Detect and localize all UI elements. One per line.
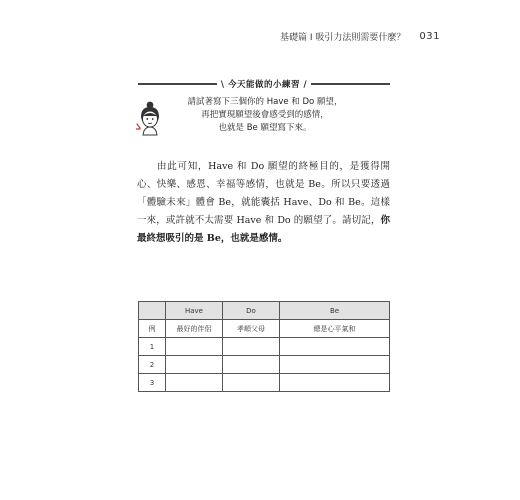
be-cell[interactable]: [280, 338, 390, 356]
running-header: [280, 30, 440, 43]
table-row-example: [139, 320, 390, 338]
have-cell[interactable]: [166, 338, 223, 356]
body-emphasis: 你最終想吸引的是 Be，也就是感情。: [137, 215, 390, 244]
banner-title: 今天能做的小練習: [227, 80, 300, 90]
be-cell: 總是心平氣和: [280, 320, 390, 338]
table-header-row: [139, 302, 390, 320]
do-cell[interactable]: [223, 338, 280, 356]
header-cell-have: Have: [166, 302, 223, 320]
header-cell-be: Be: [280, 302, 390, 320]
banner-rule-right: [311, 83, 390, 85]
woman-thinking-icon: [136, 100, 164, 136]
page-number: 031: [419, 31, 440, 42]
section-title: 基礎篇 I 吸引力法則需要什麼？: [280, 33, 406, 43]
banner-rule-left: [138, 83, 217, 85]
header-cell-empty: [139, 302, 166, 320]
have-cell[interactable]: [166, 356, 223, 374]
be-cell[interactable]: [280, 374, 390, 392]
exercise-prompt: [180, 96, 350, 135]
prompt-line: 也就是 Be 願望寫下來。: [218, 123, 312, 133]
banner-title-group: [220, 78, 308, 90]
row-label: 2: [139, 356, 166, 374]
row-label: 例: [139, 320, 166, 338]
body-paragraph: [137, 158, 390, 248]
be-cell[interactable]: [280, 356, 390, 374]
body-text: 由此可知，Have 和 Do 願望的終極目的，是獲得開心、快樂、感恩、幸福等感情，也就是 Be。所以只要透過「體驗未來」體會 Be，就能囊括 Have、Do 和 Be。這樣一來，或許就不太需要 Have 和 Do 的願望了。請切記，: [137, 161, 390, 226]
exercise-banner: [138, 78, 390, 90]
header-cell-do: Do: [223, 302, 280, 320]
banner-left-mark: \: [220, 80, 225, 90]
do-cell[interactable]: [223, 356, 280, 374]
table-row: [139, 374, 390, 392]
have-cell[interactable]: [166, 374, 223, 392]
have-cell: 最好的伴侶: [166, 320, 223, 338]
wish-table: [138, 301, 390, 392]
prompt-line: 請試著寫下三個你的 Have 和 Do 願望，: [187, 97, 343, 107]
prompt-line: 再把實現願望後會感受到的感情，: [201, 110, 329, 120]
table-row: [139, 338, 390, 356]
row-label: 3: [139, 374, 166, 392]
banner-right-mark: /: [303, 80, 308, 90]
do-cell: 孝順父母: [223, 320, 280, 338]
row-label: 1: [139, 338, 166, 356]
table-row: [139, 356, 390, 374]
do-cell[interactable]: [223, 374, 280, 392]
